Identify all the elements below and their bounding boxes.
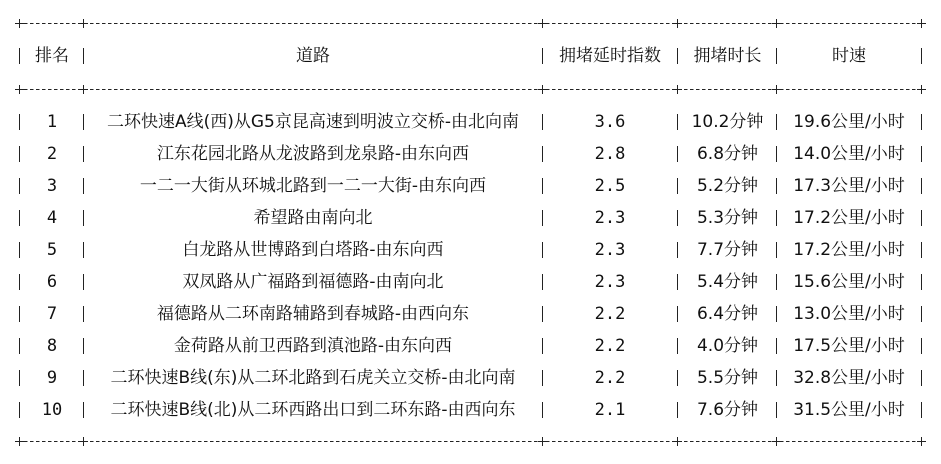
border-junction [15,19,24,28]
column-separator [776,306,777,322]
cell-duration: 5.2分钟 [696,176,759,196]
column-separator [776,338,777,354]
table-border-top [18,23,924,24]
header-index: 拥堵延时指数 [559,46,661,66]
column-separator [921,210,922,226]
column-separator [542,146,543,162]
border-junction [673,85,682,94]
cell-speed: 31.5公里/小时 [793,400,905,420]
cell-index: 3.6 [594,112,626,132]
border-junction [917,19,926,28]
table-row [0,234,941,266]
column-separator [921,274,922,290]
cell-road: 二环快速A线(西)从G5京昆高速到明波立交桥-由北向南 [106,112,520,132]
column-separator [921,402,922,418]
cell-speed: 15.6公里/小时 [793,272,905,292]
table-border-bottom [18,441,924,442]
cell-road: 白龙路从世博路到白塔路-由东向西 [182,240,444,260]
cell-rank: 8 [46,336,58,356]
border-junction [538,19,547,28]
cell-rank: 4 [46,208,58,228]
cell-rank: 10 [41,400,63,420]
border-junction [538,85,547,94]
column-separator [776,402,777,418]
cell-rank: 6 [46,272,58,292]
column-separator [19,306,20,322]
header-speed: 时速 [832,46,866,66]
border-junction [79,85,88,94]
column-separator [776,370,777,386]
column-separator [921,370,922,386]
column-separator [776,242,777,258]
cell-road: 江东花园北路从龙波路到龙泉路-由东向西 [156,144,470,164]
column-separator [542,210,543,226]
cell-index: 2.2 [594,304,626,324]
cell-road: 二环快速B线(东)从二环北路到石虎关立交桥-由北向南 [110,368,516,388]
border-junction [772,437,781,446]
border-junction [15,85,24,94]
column-separator [776,114,777,130]
cell-duration: 4.0分钟 [696,336,759,356]
column-separator [677,146,678,162]
cell-duration: 5.3分钟 [696,208,759,228]
cell-speed: 17.5公里/小时 [793,336,905,356]
cell-index: 2.1 [594,400,626,420]
border-junction [673,437,682,446]
column-separator [677,48,678,64]
cell-speed: 19.6公里/小时 [793,112,905,132]
cell-duration: 5.4分钟 [696,272,759,292]
border-junction [79,19,88,28]
table-row [0,298,941,330]
column-separator [83,402,84,418]
cell-road: 双凤路从广福路到福德路-由南向北 [182,272,444,292]
table-row [0,266,941,298]
cell-speed: 32.8公里/小时 [793,368,905,388]
column-separator [19,402,20,418]
column-separator [19,338,20,354]
table-row [0,330,941,362]
border-junction [79,437,88,446]
header-duration: 拥堵时长 [693,46,762,66]
column-separator [776,146,777,162]
column-separator [542,178,543,194]
column-separator [542,114,543,130]
border-junction [673,19,682,28]
column-separator [677,370,678,386]
table-header-row [0,40,941,72]
column-separator [677,274,678,290]
column-separator [776,178,777,194]
cell-road: 一二一大街从环城北路到一二一大街-由东向西 [139,176,487,196]
border-junction [15,437,24,446]
column-separator [921,306,922,322]
cell-rank: 7 [46,304,58,324]
table-row [0,138,941,170]
column-separator [542,242,543,258]
column-separator [677,402,678,418]
column-separator [542,370,543,386]
cell-rank: 1 [46,112,58,132]
table-row [0,170,941,202]
cell-speed: 17.2公里/小时 [793,208,905,228]
border-junction [917,85,926,94]
cell-index: 2.2 [594,368,626,388]
cell-duration: 6.8分钟 [696,144,759,164]
column-separator [921,338,922,354]
column-separator [776,48,777,64]
column-separator [83,48,84,64]
column-separator [19,274,20,290]
table-row [0,202,941,234]
column-separator [542,48,543,64]
table-row [0,394,941,426]
cell-index: 2.3 [594,272,626,292]
cell-road: 二环快速B线(北)从二环西路出口到二环东路-由西向东 [110,400,516,420]
column-separator [677,306,678,322]
cell-index: 2.3 [594,208,626,228]
column-separator [83,146,84,162]
cell-speed: 13.0公里/小时 [793,304,905,324]
column-separator [83,210,84,226]
column-separator [19,48,20,64]
cell-road: 希望路由南向北 [253,208,373,228]
cell-road: 福德路从二环南路辅路到春城路-由西向东 [156,304,470,324]
header-road: 道路 [296,46,330,66]
cell-index: 2.3 [594,240,626,260]
column-separator [19,370,20,386]
column-separator [542,402,543,418]
column-separator [83,178,84,194]
column-separator [921,114,922,130]
column-separator [677,210,678,226]
cell-rank: 3 [46,176,58,196]
column-separator [677,114,678,130]
column-separator [19,242,20,258]
column-separator [83,370,84,386]
cell-speed: 17.3公里/小时 [793,176,905,196]
column-separator [83,114,84,130]
cell-speed: 17.2公里/小时 [793,240,905,260]
table-row [0,106,941,138]
column-separator [19,146,20,162]
cell-rank: 5 [46,240,58,260]
border-junction [917,437,926,446]
table-row [0,362,941,394]
column-separator [19,114,20,130]
cell-duration: 7.7分钟 [696,240,759,260]
cell-index: 2.8 [594,144,626,164]
cell-index: 2.5 [594,176,626,196]
cell-duration: 7.6分钟 [696,400,759,420]
column-separator [83,242,84,258]
table-border-header [18,89,924,90]
column-separator [921,178,922,194]
column-separator [776,274,777,290]
border-junction [772,19,781,28]
cell-duration: 6.4分钟 [696,304,759,324]
column-separator [542,338,543,354]
column-separator [921,146,922,162]
column-separator [83,274,84,290]
column-separator [677,338,678,354]
cell-index: 2.2 [594,336,626,356]
cell-duration: 5.5分钟 [696,368,759,388]
cell-speed: 14.0公里/小时 [793,144,905,164]
cell-road: 金荷路从前卫西路到滇池路-由东向西 [173,336,453,356]
column-separator [542,306,543,322]
column-separator [776,210,777,226]
column-separator [83,306,84,322]
cell-rank: 2 [46,144,58,164]
column-separator [542,274,543,290]
cell-rank: 9 [46,368,58,388]
column-separator [677,178,678,194]
column-separator [921,242,922,258]
column-separator [921,48,922,64]
column-separator [83,338,84,354]
header-rank: 排名 [35,46,69,66]
border-junction [538,437,547,446]
column-separator [19,178,20,194]
column-separator [677,242,678,258]
cell-duration: 10.2分钟 [691,112,764,132]
column-separator [19,210,20,226]
border-junction [772,85,781,94]
